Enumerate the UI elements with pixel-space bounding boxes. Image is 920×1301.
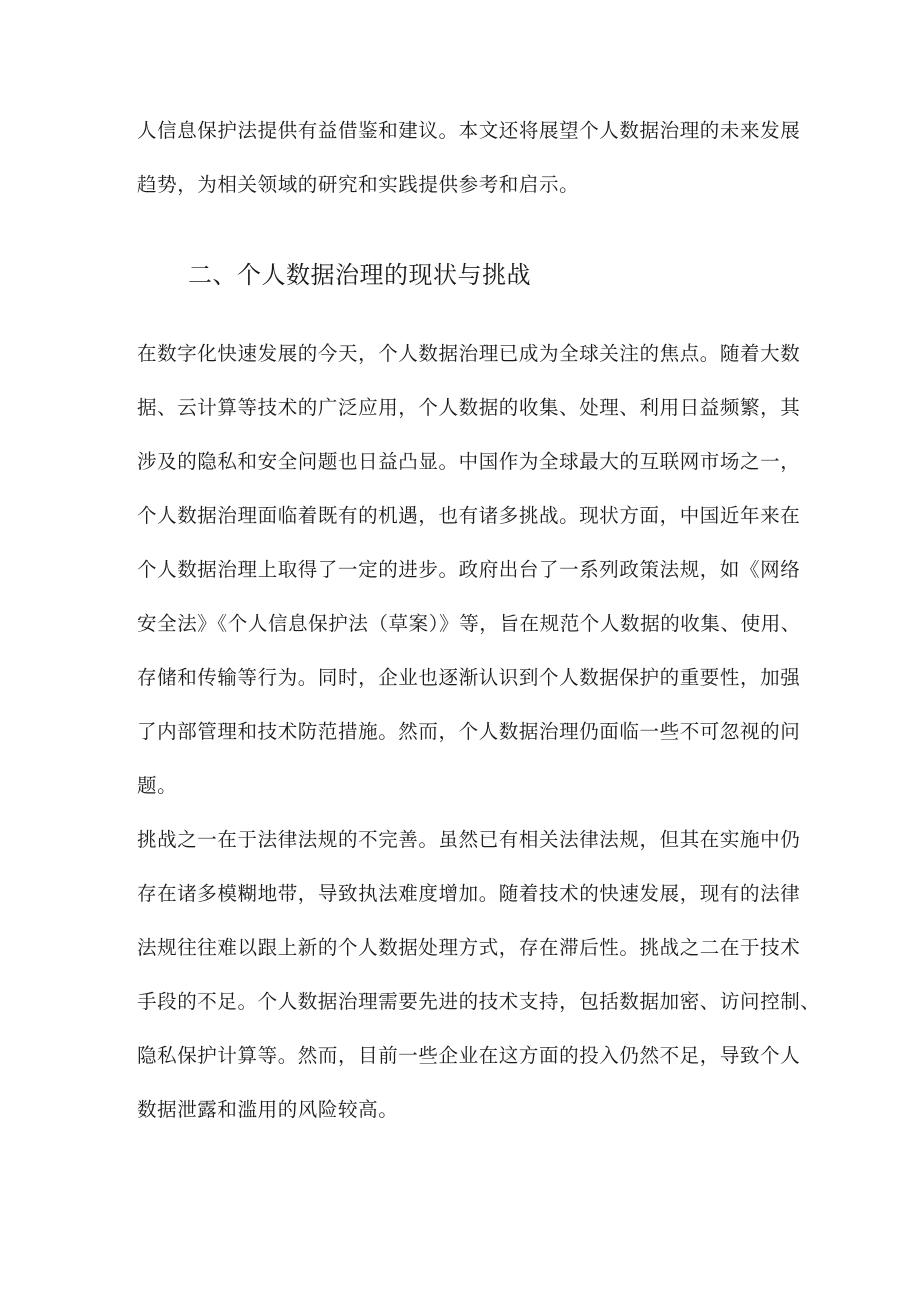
paragraph2-line-3: 法规往往难以跟上新的个人数据处理方式，存在滞后性。挑战之二在于技术 — [137, 936, 801, 959]
paragraph2-line-6: 数据泄露和滥用的风险较高。 — [137, 1098, 399, 1121]
paragraph1-line-7: 存储和传输等行为。同时，企业也逐渐认识到个人数据保护的重要性，加强 — [137, 666, 801, 689]
intro-line-2: 趋势，为相关领域的研究和实践提供参考和启示。 — [137, 173, 580, 196]
paragraph2-line-5: 隐私保护计算等。然而，目前一些企业在这方面的投入仍然不足，导致个人 — [137, 1044, 801, 1067]
section-heading: 二、个人数据治理的现状与挑战 — [188, 261, 531, 289]
paragraph1-line-4: 个人数据治理面临着既有的机遇，也有诸多挑战。现状方面，中国近年来在 — [137, 504, 801, 527]
paragraph2-line-4: 手段的不足。个人数据治理需要先进的技术支持，包括数据加密、访问控制、 — [137, 990, 821, 1013]
paragraph1-line-6: 安全法》《个人信息保护法（草案）》等，旨在规范个人数据的收集、使用、 — [137, 612, 801, 635]
paragraph1-line-8: 了内部管理和技术防范措施。然而，个人数据治理仍面临一些不可忽视的问 — [137, 720, 801, 743]
paragraph1-line-2: 据、云计算等技术的广泛应用，个人数据的收集、处理、利用日益频繁，其 — [137, 396, 801, 419]
intro-line-1: 人信息保护法提供有益借鉴和建议。本文还将展望个人数据治理的未来发展 — [137, 119, 801, 142]
paragraph1-line-9: 题。 — [137, 774, 178, 797]
paragraph1-line-1: 在数字化快速发展的今天，个人数据治理已成为全球关注的焦点。随着大数 — [137, 342, 801, 365]
paragraph2-line-1: 挑战之一在于法律法规的不完善。虽然已有相关法律法规，但其在实施中仍 — [137, 828, 801, 851]
paragraph1-line-5: 个人数据治理上取得了一定的进步。政府出台了一系列政策法规，如《网络 — [137, 558, 801, 581]
paragraph2-line-2: 存在诸多模糊地带，导致执法难度增加。随着技术的快速发展，现有的法律 — [137, 882, 801, 905]
paragraph1-line-3: 涉及的隐私和安全问题也日益凸显。中国作为全球最大的互联网市场之一， — [137, 450, 801, 473]
